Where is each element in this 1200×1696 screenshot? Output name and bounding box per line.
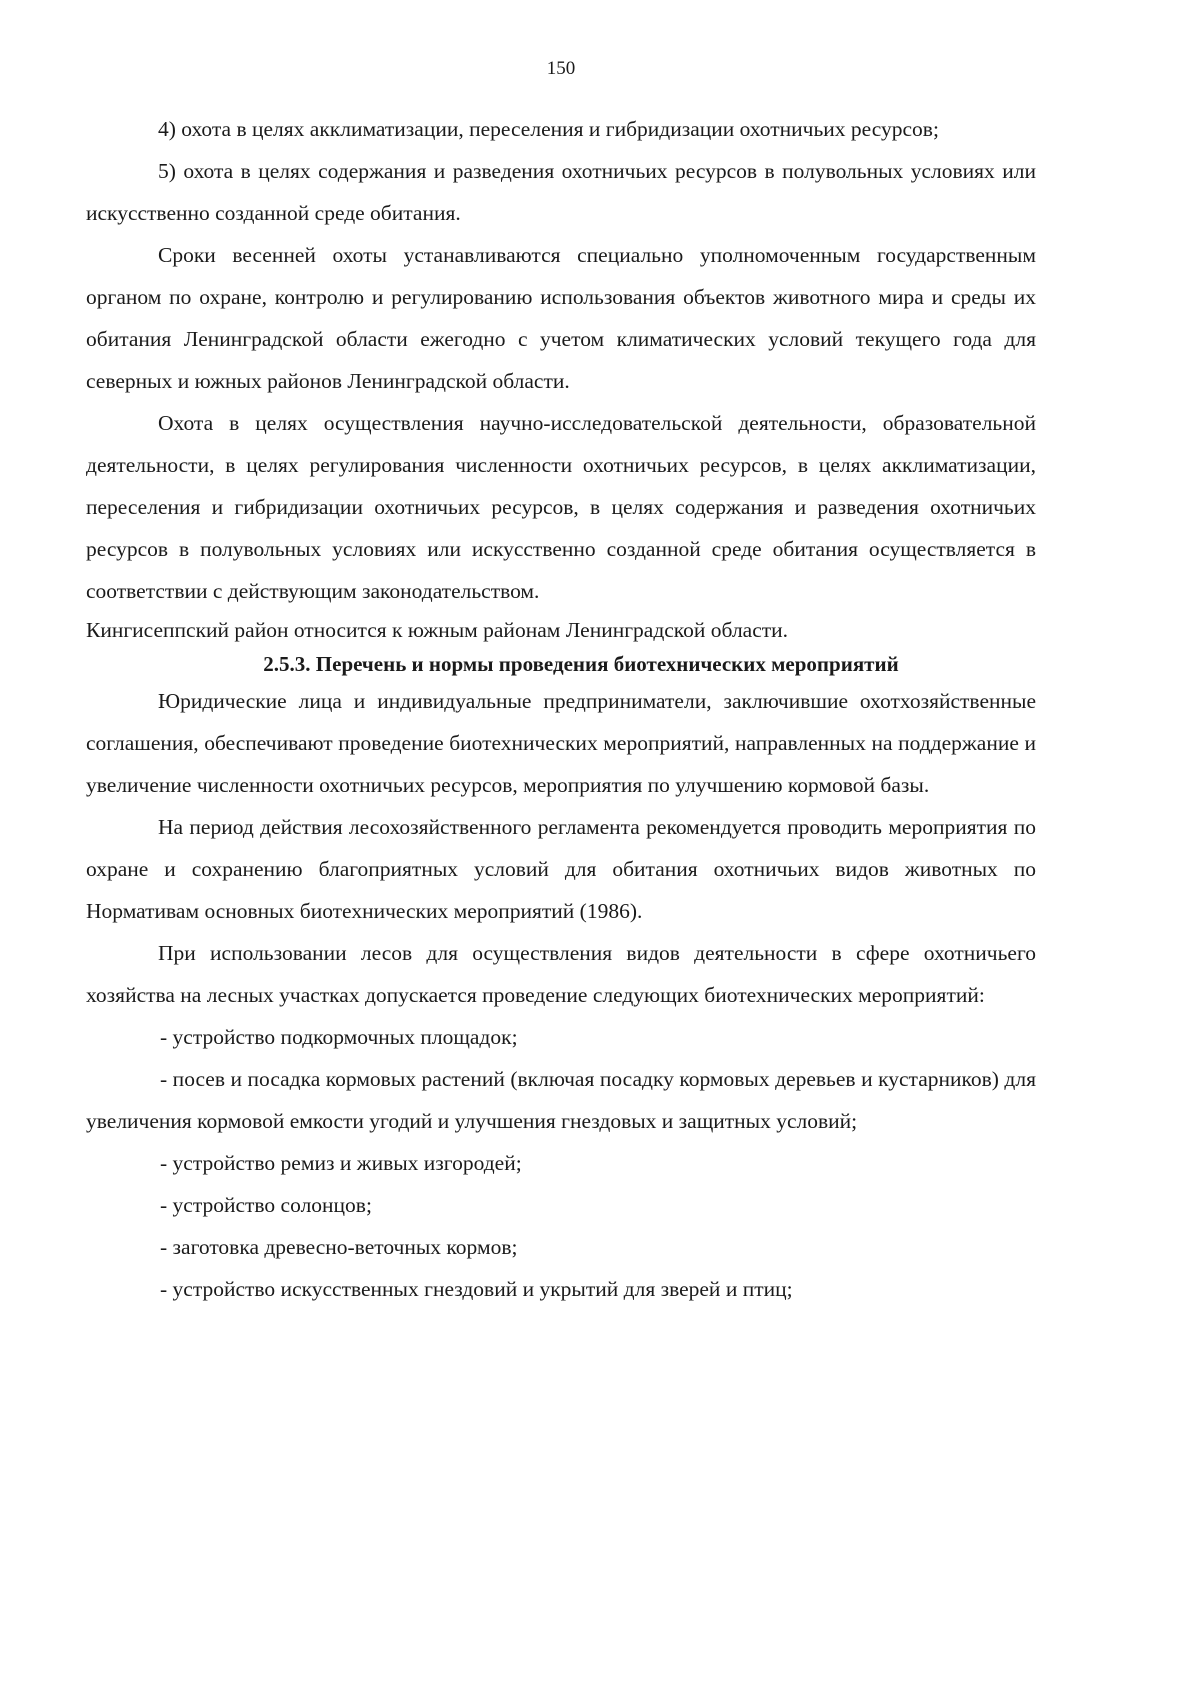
paragraph-spring-hunting-terms: Сроки весенней охоты устанавливаются специально уполномоченным государственным органом по охране, контролю и регулированию использования объектов животного мира и среды их обитания Ленинградской области ежегодно с учетом климатических условий текущего года для северных и южных районов Ленинградской области.	[86, 243, 1036, 393]
paragraph-legal-entities: Юридические лица и индивидуальные предприниматели, заключившие охотхозяйственные соглашения, обеспечивают проведение биотехнических мероприятий, направленных на поддержание и увеличение численности охотничьих ресурсов, мероприятия по улучшению кормовой базы.	[86, 689, 1036, 797]
paragraph-hunting-purposes: Охота в целях осуществления научно-исследовательской деятельности, образовательной деятельности, в целях регулирования численности охотничьих ресурсов, в целях акклиматизации, переселения и гибридизации охотничьих ресурсов, в целях содержания и разведения охотничьих ресурсов в полувольных условиях или искусственно созданной среде обитания осуществляется в соответствии с действующим законодательством.	[86, 411, 1036, 603]
list-item: - посев и посадка кормовых растений (включая посадку кормовых деревьев и кустарников) для увеличения кормовой емкости угодий и улучшения гнездовых и защитных условий;	[86, 1067, 1036, 1133]
paragraph-kingisepp-district: Кингисеппский район относится к южным районам Ленинградской области.	[86, 618, 789, 642]
document-body	[86, 108, 1036, 1310]
section-heading: 2.5.3. Перечень и нормы проведения биотехнических мероприятий	[263, 652, 899, 676]
list-item: - заготовка древесно-веточных кормов;	[160, 1235, 518, 1259]
paragraph-hunting-breeding: 5) охота в целях содержания и разведения охотничьих ресурсов в полувольных условиях или искусственно созданной среде обитания.	[86, 159, 1036, 225]
list-item: - устройство искусственных гнездовий и укрытий для зверей и птиц;	[160, 1277, 793, 1301]
list-item: - устройство солонцов;	[160, 1193, 372, 1217]
paragraph-forest-use: При использовании лесов для осуществления видов деятельности в сфере охотничьего хозяйства на лесных участках допускается проведение следующих биотехнических мероприятий:	[86, 941, 1036, 1007]
list-item: - устройство ремиз и живых изгородей;	[160, 1151, 522, 1175]
page-number: 150	[546, 58, 576, 79]
paragraph-regulation-period: На период действия лесохозяйственного регламента рекомендуется проводить мероприятия по охране и сохранению благоприятных условий для обитания охотничьих видов животных по Нормативам основных биотехнических мероприятий (1986).	[86, 815, 1036, 923]
paragraph-hunting-acclimatization: 4) охота в целях акклиматизации, переселения и гибридизации охотничьих ресурсов;	[158, 117, 939, 141]
list-item: - устройство подкормочных площадок;	[160, 1025, 518, 1049]
